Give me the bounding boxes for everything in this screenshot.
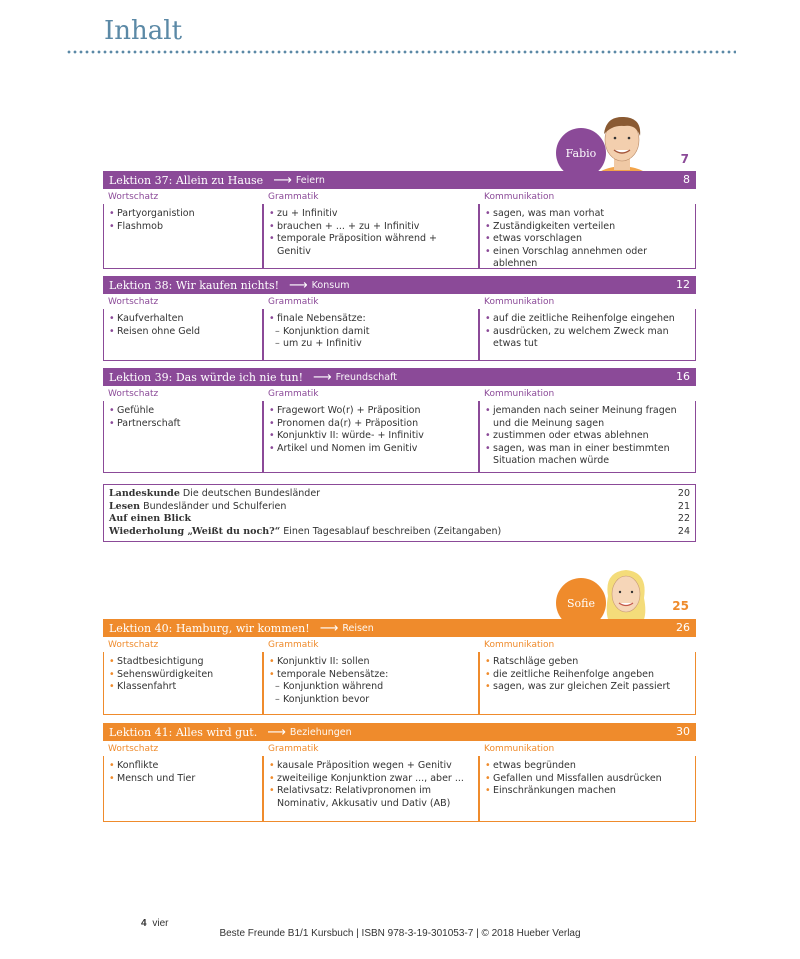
- column-header: Kommunikation: [484, 640, 555, 650]
- column-header: Grammatik: [268, 389, 319, 399]
- column-header: Kommunikation: [484, 192, 555, 202]
- extras-label: Auf einen Blick: [109, 513, 192, 525]
- lesson-title: Lektion 39: Das würde ich nie tun!: [109, 370, 304, 384]
- list-item: • Artikel und Nomen im Genitiv: [269, 443, 473, 456]
- lesson-40: [103, 619, 696, 715]
- character-name: Sofie: [566, 596, 595, 610]
- list-item: • etwas begründen: [485, 760, 690, 773]
- extras-label: Lesen: [109, 500, 141, 512]
- extras-page: 21: [677, 500, 690, 512]
- lesson-header[interactable]: [103, 276, 696, 294]
- extras-page: 24: [677, 525, 690, 537]
- list-item: • zustimmen oder etwas ablehnen: [485, 430, 690, 443]
- extras-text: Bundesländer und Schulferien: [143, 500, 287, 512]
- lesson-page: 12: [676, 278, 690, 291]
- column-header: Grammatik: [268, 192, 319, 202]
- list-item: • Konflikte: [109, 760, 257, 773]
- footer-text: Beste Freunde B1/1 Kursbuch | ISBN 978-3-19-301053-7 | © 2018 Hueber Verlag: [219, 928, 581, 939]
- list-item: • die zeitliche Reihenfolge angeben: [485, 669, 690, 682]
- lesson-37: [103, 171, 696, 269]
- lesson-title: Lektion 37: Allein zu Hause: [109, 173, 264, 187]
- column-header: Wortschatz: [108, 192, 159, 202]
- extras-row[interactable]: [109, 501, 690, 514]
- list-item: • Sehenswürdigkeiten: [109, 669, 257, 682]
- list-item: • zweiteilige Konjunktion zwar ..., aber ...: [269, 773, 473, 786]
- lesson-topic: Feiern: [295, 174, 325, 186]
- extras-row[interactable]: [109, 526, 690, 539]
- list-item: • Partyorganistion: [109, 208, 257, 221]
- column-header: Kommunikation: [484, 297, 555, 307]
- character-page-number: 25: [672, 599, 689, 613]
- arrow-right-icon: ⟶: [273, 172, 292, 188]
- column-header: Kommunikation: [484, 389, 555, 399]
- list-item: • Konjunktiv II: sollen: [269, 656, 473, 669]
- extras-page: 22: [677, 513, 690, 525]
- list-item: • Gefühle: [109, 405, 257, 418]
- list-item: • temporale Präposition während + Genitiv: [269, 233, 473, 258]
- list-item: • Gefallen und Missfallen ausdrücken: [485, 773, 690, 786]
- list-item: • finale Nebensätze:: [269, 313, 473, 326]
- lesson-39: [103, 368, 696, 473]
- dotted-divider: [66, 50, 736, 54]
- extras-page: 20: [677, 488, 690, 499]
- extras-row[interactable]: [109, 513, 690, 526]
- arrow-right-icon: ⟶: [313, 369, 332, 385]
- arrow-right-icon: ⟶: [289, 277, 308, 293]
- lesson-page: 8: [683, 173, 690, 186]
- list-item: Nominativ, Akkusativ und Dativ (AB): [277, 797, 451, 809]
- lesson-header[interactable]: [103, 619, 696, 637]
- extras-box: [103, 484, 696, 542]
- extras-label: Wiederholung „Weißt du noch?“: [109, 525, 281, 537]
- lesson-topic: Reisen: [342, 622, 374, 634]
- list-item: • Stadtbesichtigung: [109, 656, 257, 669]
- list-item: • Relativsatz: Relativpronomen im: [269, 785, 473, 798]
- list-item: etwas tut: [493, 338, 538, 350]
- lesson-page: 26: [676, 621, 690, 634]
- lesson-38: [103, 276, 696, 361]
- list-item: – Konjunktion während: [269, 681, 473, 694]
- lesson-title: Lektion 38: Wir kaufen nichts!: [109, 278, 280, 292]
- list-item: • etwas vorschlagen: [485, 233, 690, 246]
- list-item: • Flashmob: [109, 221, 257, 234]
- lesson-topic: Konsum: [311, 279, 350, 291]
- column-header: Wortschatz: [108, 297, 159, 307]
- list-item: • ausdrücken, zu welchem Zweck man: [485, 326, 690, 339]
- list-item: • sagen, was zur gleichen Zeit passiert: [485, 681, 690, 694]
- list-item: • kausale Präposition wegen + Genitiv: [269, 760, 473, 773]
- page-number-word: vier: [152, 918, 169, 929]
- lesson-page: 16: [676, 370, 690, 383]
- column-header: Grammatik: [268, 744, 319, 754]
- list-item: • einen Vorschlag annehmen oder ablehnen: [485, 246, 690, 271]
- lesson-topic: Freundschaft: [335, 371, 397, 383]
- list-item: • sagen, was man in einer bestimmten: [485, 443, 690, 456]
- list-item: • Mensch und Tier: [109, 773, 257, 786]
- list-item: • jemanden nach seiner Meinung fragen: [485, 405, 690, 418]
- lesson-title: Lektion 40: Hamburg, wir kommen!: [109, 621, 310, 635]
- list-item: • Konjunktiv II: würde- + Infinitiv: [269, 430, 473, 443]
- arrow-right-icon: ⟶: [319, 620, 339, 636]
- lesson-header[interactable]: [103, 723, 696, 741]
- column-header: Grammatik: [268, 297, 319, 307]
- list-item: • auf die zeitliche Reihenfolge eingehen: [485, 313, 690, 326]
- arrow-right-icon: ⟶: [267, 724, 286, 740]
- list-item: • Fragewort Wo(r) + Präposition: [269, 405, 473, 418]
- list-item: – um zu + Infinitiv: [269, 338, 473, 351]
- list-item: • Klassenfahrt: [109, 681, 257, 694]
- column-header: Grammatik: [268, 640, 319, 650]
- lesson-topic: Beziehungen: [289, 726, 352, 738]
- list-item: • sagen, was man vorhat: [485, 208, 690, 221]
- lesson-page: 30: [676, 725, 690, 738]
- character-name: Fabio: [565, 146, 597, 160]
- list-item: • Partnerschaft: [109, 418, 257, 431]
- list-item: • temporale Nebensätze:: [269, 669, 473, 682]
- lesson-title: Lektion 41: Alles wird gut.: [109, 725, 258, 739]
- character-page-number: 7: [680, 152, 689, 166]
- extras-label: Landeskunde: [109, 488, 180, 499]
- page-title: Inhalt: [104, 16, 183, 46]
- list-item: • Pronomen da(r) + Präposition: [269, 418, 473, 431]
- column-header: Wortschatz: [108, 744, 159, 754]
- list-item: • Zuständigkeiten verteilen: [485, 221, 690, 234]
- list-item: • Kaufverhalten: [109, 313, 257, 326]
- column-header: Wortschatz: [108, 389, 159, 399]
- list-item: – Konjunktion damit: [269, 326, 473, 339]
- list-item: • brauchen + ... + zu + Infinitiv: [269, 221, 473, 234]
- lesson-header[interactable]: [103, 368, 696, 386]
- list-item: Situation machen würde: [493, 455, 610, 467]
- list-item: • Ratschläge geben: [485, 656, 690, 669]
- extras-text: Die deutschen Bundesländer: [182, 488, 321, 499]
- extras-row[interactable]: [109, 488, 690, 501]
- list-item: und die Meinung sagen: [493, 417, 605, 429]
- column-header: Kommunikation: [484, 744, 555, 754]
- page-number-digit: 4: [141, 918, 147, 929]
- lesson-header[interactable]: [103, 171, 696, 189]
- list-item: • Einschränkungen machen: [485, 785, 690, 798]
- list-item: – Konjunktion bevor: [269, 694, 473, 707]
- list-item: • zu + Infinitiv: [269, 208, 473, 221]
- list-item: • Reisen ohne Geld: [109, 326, 257, 339]
- column-header: Wortschatz: [108, 640, 159, 650]
- lesson-41: [103, 723, 696, 822]
- extras-text: Einen Tagesablauf beschreiben (Zeitangaben): [283, 525, 502, 537]
